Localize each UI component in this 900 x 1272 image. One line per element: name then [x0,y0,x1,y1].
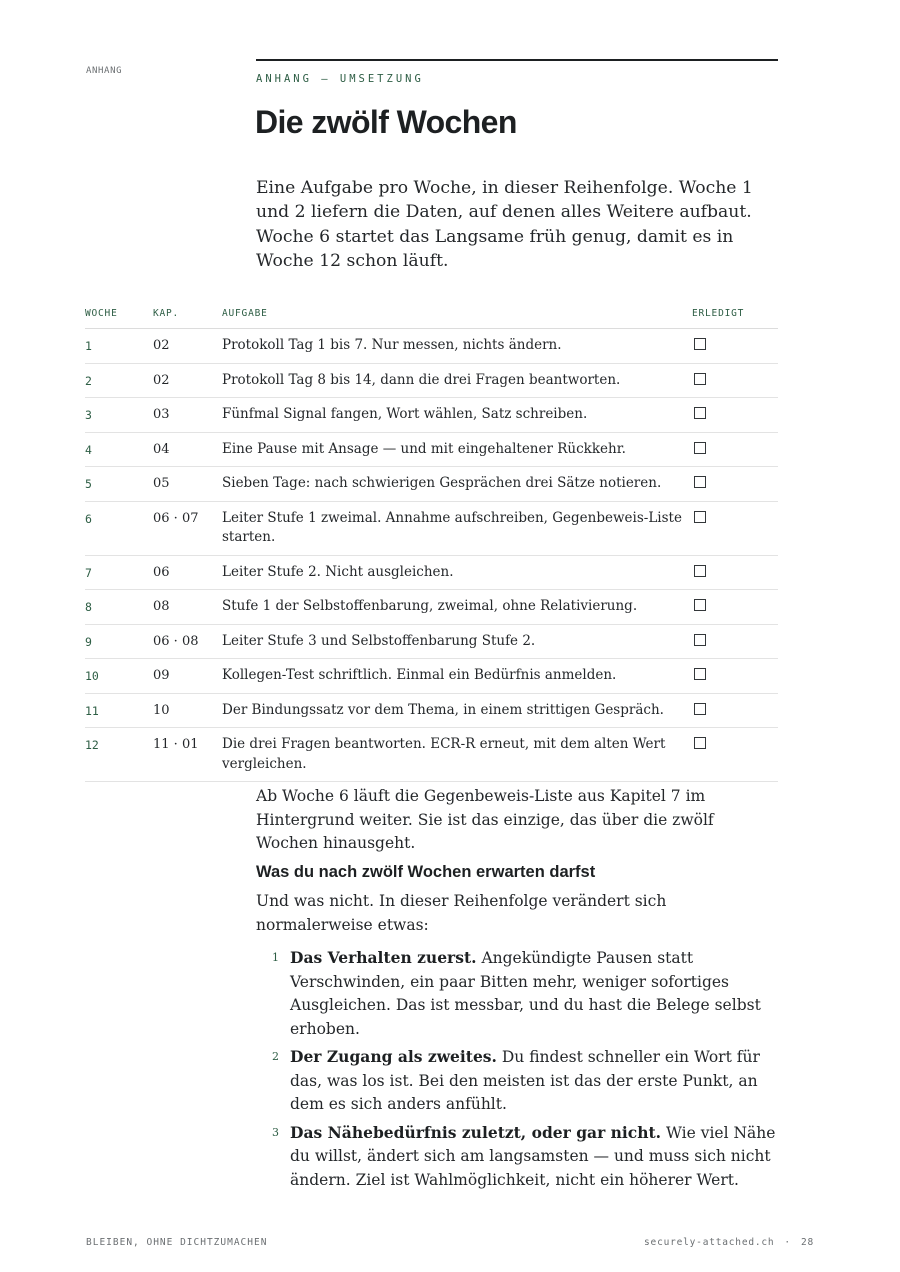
footer-book-title: BLEIBEN, OHNE DICHTZUMACHEN [86,1237,268,1248]
table-body [85,329,778,782]
table-row [85,467,778,502]
task-text: Leiter Stufe 3 und Selbstoffenbarung Stufe 2. [222,632,536,649]
done-checkbox[interactable] [694,599,706,611]
done-checkbox[interactable] [694,407,706,419]
list-number: 3 [272,1125,279,1139]
chapter-ref: 02 [153,338,170,353]
weeks-table [85,306,778,782]
list-item-text: Du findest schneller ein Wort für das, was los ist. Bei den meisten ist das der erste Punkt, an dem es sich anders anfühlt. [290,1048,760,1113]
done-checkbox[interactable] [694,511,706,523]
done-checkbox[interactable] [694,737,706,749]
chapter-ref: 02 [153,372,170,388]
intro-paragraph: Eine Aufgabe pro Woche, in dieser Reihenfolge. Woche 1 und 2 liefern die Daten, auf denen alles Weitere aufbaut. Woche 6 startet das Langsame früh genug, damit es in Woche 12 schon läuft. [256,178,753,272]
task-text: Kollegen-Test schriftlich. Einmal ein Bedürfnis anmelden. [222,667,617,683]
done-checkbox[interactable] [694,668,706,680]
task-text: Eine Pause mit Ansage — und mit eingehaltener Rückkehr. [222,440,626,457]
week-number: 4 [85,442,92,457]
table-row [85,590,778,625]
table-row [85,556,778,591]
footer-meta [644,1237,814,1248]
done-checkbox[interactable] [694,703,706,715]
week-number: 9 [85,634,92,649]
table-row [85,433,778,468]
table-row [85,694,778,729]
task-text: Protokoll Tag 1 bis 7. Nur messen, nichts ändern. [222,337,562,353]
list-item-lead: Das Nähebedürfnis zuletzt, oder gar nicht. [290,1122,662,1142]
chapter-ref: 04 [153,441,170,457]
done-checkbox[interactable] [694,565,706,577]
done-checkbox[interactable] [694,476,706,488]
table-row [85,364,778,399]
table-row [85,728,778,782]
week-number: 8 [85,600,92,614]
table-row [85,398,778,433]
page-number: 28 [800,1237,814,1248]
subsection-heading: Was du nach zwölf Wochen erwarten darfst [256,863,596,881]
note-paragraph: Ab Woche 6 läuft die Gegenbeweis-Liste aus Kapitel 7 im Hintergrund weiter. Sie ist das einzige, das über die zwölf Wochen hinausgeht. [256,787,714,852]
page-title: Die zwölf Wochen [255,104,517,140]
header-task: AUFGABE [222,308,268,319]
done-checkbox[interactable] [694,338,706,350]
chapter-ref: 06 · 07 [153,510,199,526]
week-number: 2 [85,373,92,388]
week-number: 1 [85,339,92,353]
list-item [256,1045,778,1117]
task-text: Leiter Stufe 2. Nicht ausgleichen. [222,563,454,580]
header-week: WOCHE [85,308,118,319]
footer-separator: · [784,1237,791,1248]
task-text: Fünfmal Signal fangen, Wort wählen, Satz schreiben. [222,406,588,422]
table-header [85,306,778,329]
week-number: 11 [85,703,99,718]
table-row [85,502,778,556]
chapter-ref: 09 [153,668,170,683]
week-number: 7 [85,565,92,580]
task-text: Stufe 1 der Selbstoffenbarung, zweimal, ohne Relativierung. [222,598,638,614]
week-number: 5 [85,477,92,491]
chapter-ref: 03 [153,407,170,422]
expectations-list [256,946,778,1196]
task-text: Die drei Fragen beantworten. ECR-R erneut, mit dem alten Wert vergleichen. [222,736,666,772]
done-checkbox[interactable] [694,442,706,454]
task-text: Leiter Stufe 1 zweimal. Annahme aufschreiben, Gegenbeweis-Liste starten. [222,509,682,545]
week-number: 10 [85,669,99,683]
header-rule [256,59,778,61]
done-checkbox[interactable] [694,373,706,385]
list-number: 2 [272,1050,279,1063]
table-row [85,659,778,694]
list-item [256,946,778,1041]
header-kap: KAP. [153,308,180,319]
footer-site: securely-attached.ch [644,1237,775,1248]
header-done: ERLEDIGT [692,308,745,319]
list-item-text: Wie viel Nähe du willst, ändert sich am langsamsten — und muss sich nicht ändern. Ziel ist Wahlmöglichkeit, nicht ein höherer Wert. [290,1123,776,1189]
table-row [85,329,778,364]
list-item-lead: Das Verhalten zuerst. [290,948,477,967]
week-number: 12 [85,738,99,752]
kicker: ANHANG — UMSETZUNG [256,73,424,85]
subsection-lead: Und was nicht. In dieser Reihenfolge verändert sich normalerweise etwas: [256,892,667,934]
task-text: Protokoll Tag 8 bis 14, dann die drei Fragen beantworten. [222,371,621,388]
chapter-ref: 11 · 01 [153,737,199,752]
week-number: 3 [85,408,92,422]
task-text: Der Bindungssatz vor dem Thema, in einem strittigen Gespräch. [222,701,664,718]
chapter-ref: 08 [153,599,170,614]
chapter-ref: 06 · 08 [153,633,199,649]
task-text: Sieben Tage: nach schwierigen Gesprächen drei Sätze notieren. [222,475,662,491]
chapter-ref: 05 [153,476,170,491]
list-number: 1 [272,951,279,964]
list-item-lead: Der Zugang als zweites. [290,1047,497,1066]
section-label: ANHANG [86,66,123,76]
list-item [256,1121,778,1193]
week-number: 6 [85,511,92,526]
list-item-text: Angekündigte Pausen statt Verschwinden, ein paar Bitten mehr, weniger sofortiges Ausgleichen. Das ist messbar, und du hast die Belege selbst erhoben. [290,949,761,1038]
chapter-ref: 10 [153,702,170,718]
done-checkbox[interactable] [694,634,706,646]
table-row [85,625,778,660]
chapter-ref: 06 [153,564,170,580]
